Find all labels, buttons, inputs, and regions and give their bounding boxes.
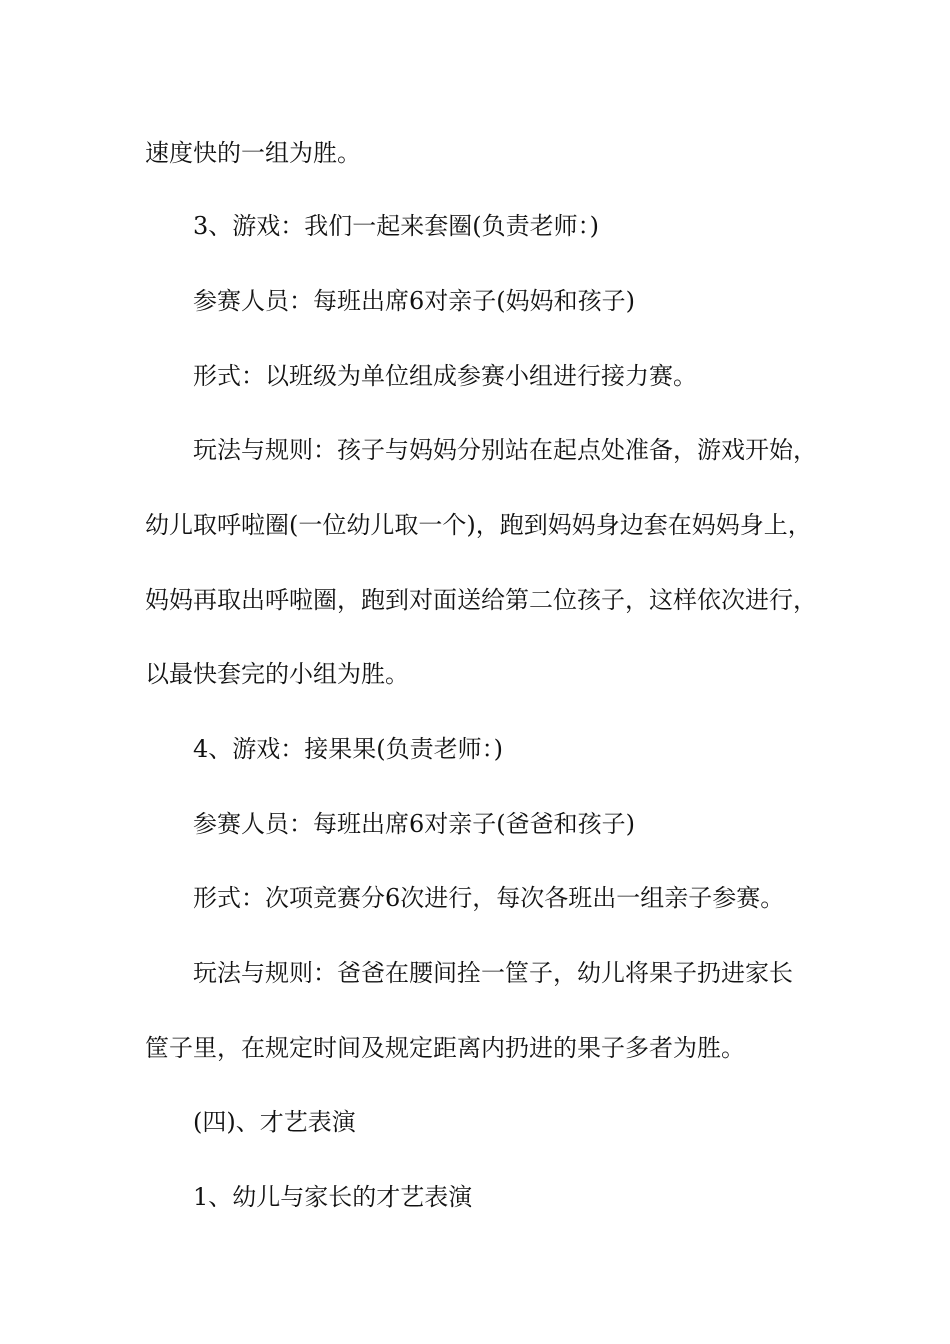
game-4-rules-line: 筐子里，在规定时间及规定距离内扔进的果子多者为胜。 [145,1034,745,1062]
game-4-format: 形式：次项竞赛分6次进行，每次各班出一组亲子参赛。 [193,884,785,912]
talent-show-item-1: 1、幼儿与家长的才艺表演 [193,1183,473,1211]
game-3-rules-line: 幼儿取呼啦圈(一位幼儿取一个)，跑到妈妈身边套在妈妈身上， [145,511,812,539]
game-3-participants: 参赛人员：每班出席6对亲子(妈妈和孩子) [193,287,635,315]
game-3-format: 形式：以班级为单位组成参赛小组进行接力赛。 [193,362,697,390]
paragraph-line: 速度快的一组为胜。 [145,139,361,167]
section-4-heading: (四)、才艺表演 [193,1108,356,1136]
game-4-heading: 4、游戏：接果果(负责老师：) [193,735,503,763]
game-3-rules-line: 以最快套完的小组为胜。 [145,660,409,688]
game-4-rules-line: 玩法与规则：爸爸在腰间拴一筐子，幼儿将果子扔进家长 [193,959,793,987]
game-3-heading: 3、游戏：我们一起来套圈(负责老师：) [193,212,599,240]
game-4-participants: 参赛人员：每班出席6对亲子(爸爸和孩子) [193,810,635,838]
game-3-rules-line: 妈妈再取出呼啦圈，跑到对面送给第二位孩子，这样依次进行， [145,586,817,614]
game-3-rules-line: 玩法与规则：孩子与妈妈分别站在起点处准备，游戏开始， [193,436,817,464]
